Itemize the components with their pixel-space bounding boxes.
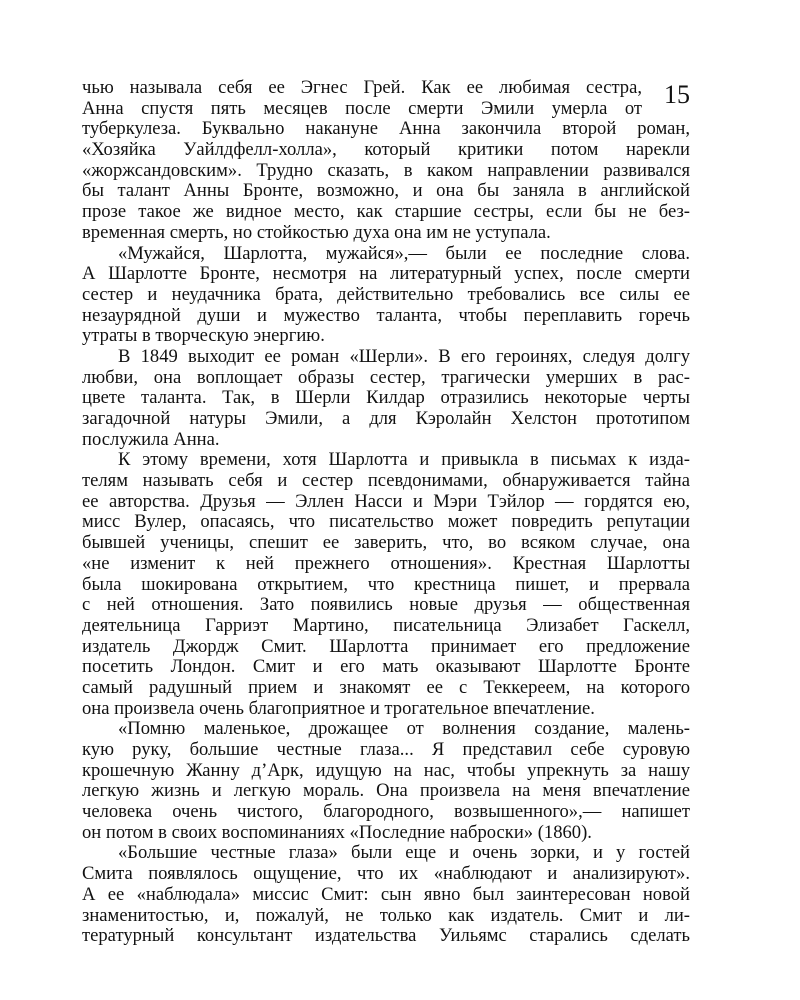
text-line: кую руку, большие честные глаза... Я представил себе суровую bbox=[82, 739, 690, 760]
text-line: любви, она воплощает образы сестер, трагически умерших в рас- bbox=[82, 366, 690, 388]
text-line: послужила Анна. bbox=[82, 428, 220, 450]
text-line: посетить Лондон. Смит и его мать оказывают Шарлотте Бронте bbox=[82, 656, 690, 678]
text-line: Смита появлялось ощущение, что их «наблюдают и анализируют». bbox=[82, 863, 690, 885]
text-line: ее авторства. Друзья — Эллен Насси и Мэри Тэйлор — гордятся ею, bbox=[82, 490, 690, 512]
text-line: бывшей ученицы, спешит ее заверить, что, во всяком случае, она bbox=[82, 532, 690, 554]
text-line: была шокирована открытием, что крестница пишет, и прервала bbox=[82, 573, 690, 595]
text-line: бы талант Анны Бронте, возможно, и она бы заняла в английской bbox=[82, 180, 690, 202]
text-line: К этому времени, хотя Шарлотта и привыкла в письмах к изда- bbox=[118, 449, 690, 471]
text-line: легкую жизнь и легкую мораль. Она произвела на меня впечатление bbox=[82, 780, 690, 802]
text-line: «Большие честные глаза» были еще и очень зорки, и у гостей bbox=[118, 842, 690, 864]
text-line: тературный консультант издательства Уильямс старались сделать bbox=[82, 925, 690, 947]
text-line: она произвела очень благоприятное и трогательное впечатление. bbox=[82, 697, 595, 719]
text-line: «Помню маленькое, дрожащее от волнения создание, малень- bbox=[118, 718, 690, 740]
text-line: Анна спустя пять месяцев после смерти Эмили умерла от bbox=[82, 97, 642, 119]
text-line: мисс Вулер, опасаясь, что писательство может повредить репутации bbox=[82, 511, 690, 533]
text-line: телям называть себя и сестер псевдонимами, обнаруживается тайна bbox=[82, 470, 690, 492]
text-line: А ее «наблюдала» миссис Смит: сын явно был заинтересован новой bbox=[82, 883, 690, 905]
text-line: «Хозяйка Уайлдфелл-холла», который критики потом нарекли bbox=[82, 139, 690, 161]
text-line: деятельница Гарриэт Мартино, писательница Элизабет Гаскелл, bbox=[82, 614, 690, 636]
text-line: с ней отношения. Зато появились новые друзья — общественная bbox=[82, 594, 690, 616]
text-line: «Мужайся, Шарлотта, мужайся»,— были ее последние слова. bbox=[118, 242, 690, 264]
text-line: человека очень чистого, благородного, возвышенного»,— напишет bbox=[82, 801, 690, 823]
page-number: 15 bbox=[664, 80, 690, 109]
text-line: «не изменит к ней прежнего отношения». Крестная Шарлотты bbox=[82, 552, 690, 574]
book-page bbox=[82, 77, 690, 947]
body-text bbox=[82, 78, 690, 947]
text-line: В 1849 выходит ее роман «Шерли». В его героинях, следуя долгу bbox=[118, 345, 690, 367]
text-line: крошечную Жанну д’Арк, идущую на нас, чтобы упрекнуть за нашу bbox=[82, 759, 690, 781]
text-line: знаменитостью, и, пожалуй, не только как издатель. Смит и ли- bbox=[82, 904, 690, 926]
text-line: утраты в творческую энергию. bbox=[82, 325, 325, 347]
text-line: он потом в своих воспоминаниях «Последние наброски» (1860). bbox=[82, 821, 592, 843]
text-line: прозе такое же видное место, как старшие сестры, если бы не без- bbox=[82, 201, 690, 223]
text-line: временная смерть, но стойкостью духа она им не уступала. bbox=[82, 221, 551, 243]
text-line: цвете таланта. Так, в Шерли Килдар отразились некоторые черты bbox=[82, 387, 690, 409]
text-line: туберкулеза. Буквально накануне Анна закончила второй роман, bbox=[82, 118, 690, 140]
text-line: загадочной натуры Эмили, а для Кэролайн Хелстон прототипом bbox=[82, 408, 690, 429]
text-line: самый радушный прием и знакомят ее с Теккереем, на которого bbox=[82, 676, 690, 698]
text-line: сестер и неудачника брата, действительно требовались все силы ее bbox=[82, 283, 690, 305]
text-line: А Шарлотте Бронте, несмотря на литературный успех, после смерти bbox=[82, 263, 690, 285]
text-line: «жоржсандовским». Трудно сказать, в каком направлении развивался bbox=[82, 159, 690, 181]
text-line: чью называла себя ее Эгнес Грей. Как ее любимая сестра, bbox=[82, 77, 642, 98]
text-line: издатель Джордж Смит. Шарлотта принимает его предложение bbox=[82, 635, 690, 657]
text-line: незаурядной души и мужество таланта, чтобы переплавить горечь bbox=[82, 304, 690, 326]
